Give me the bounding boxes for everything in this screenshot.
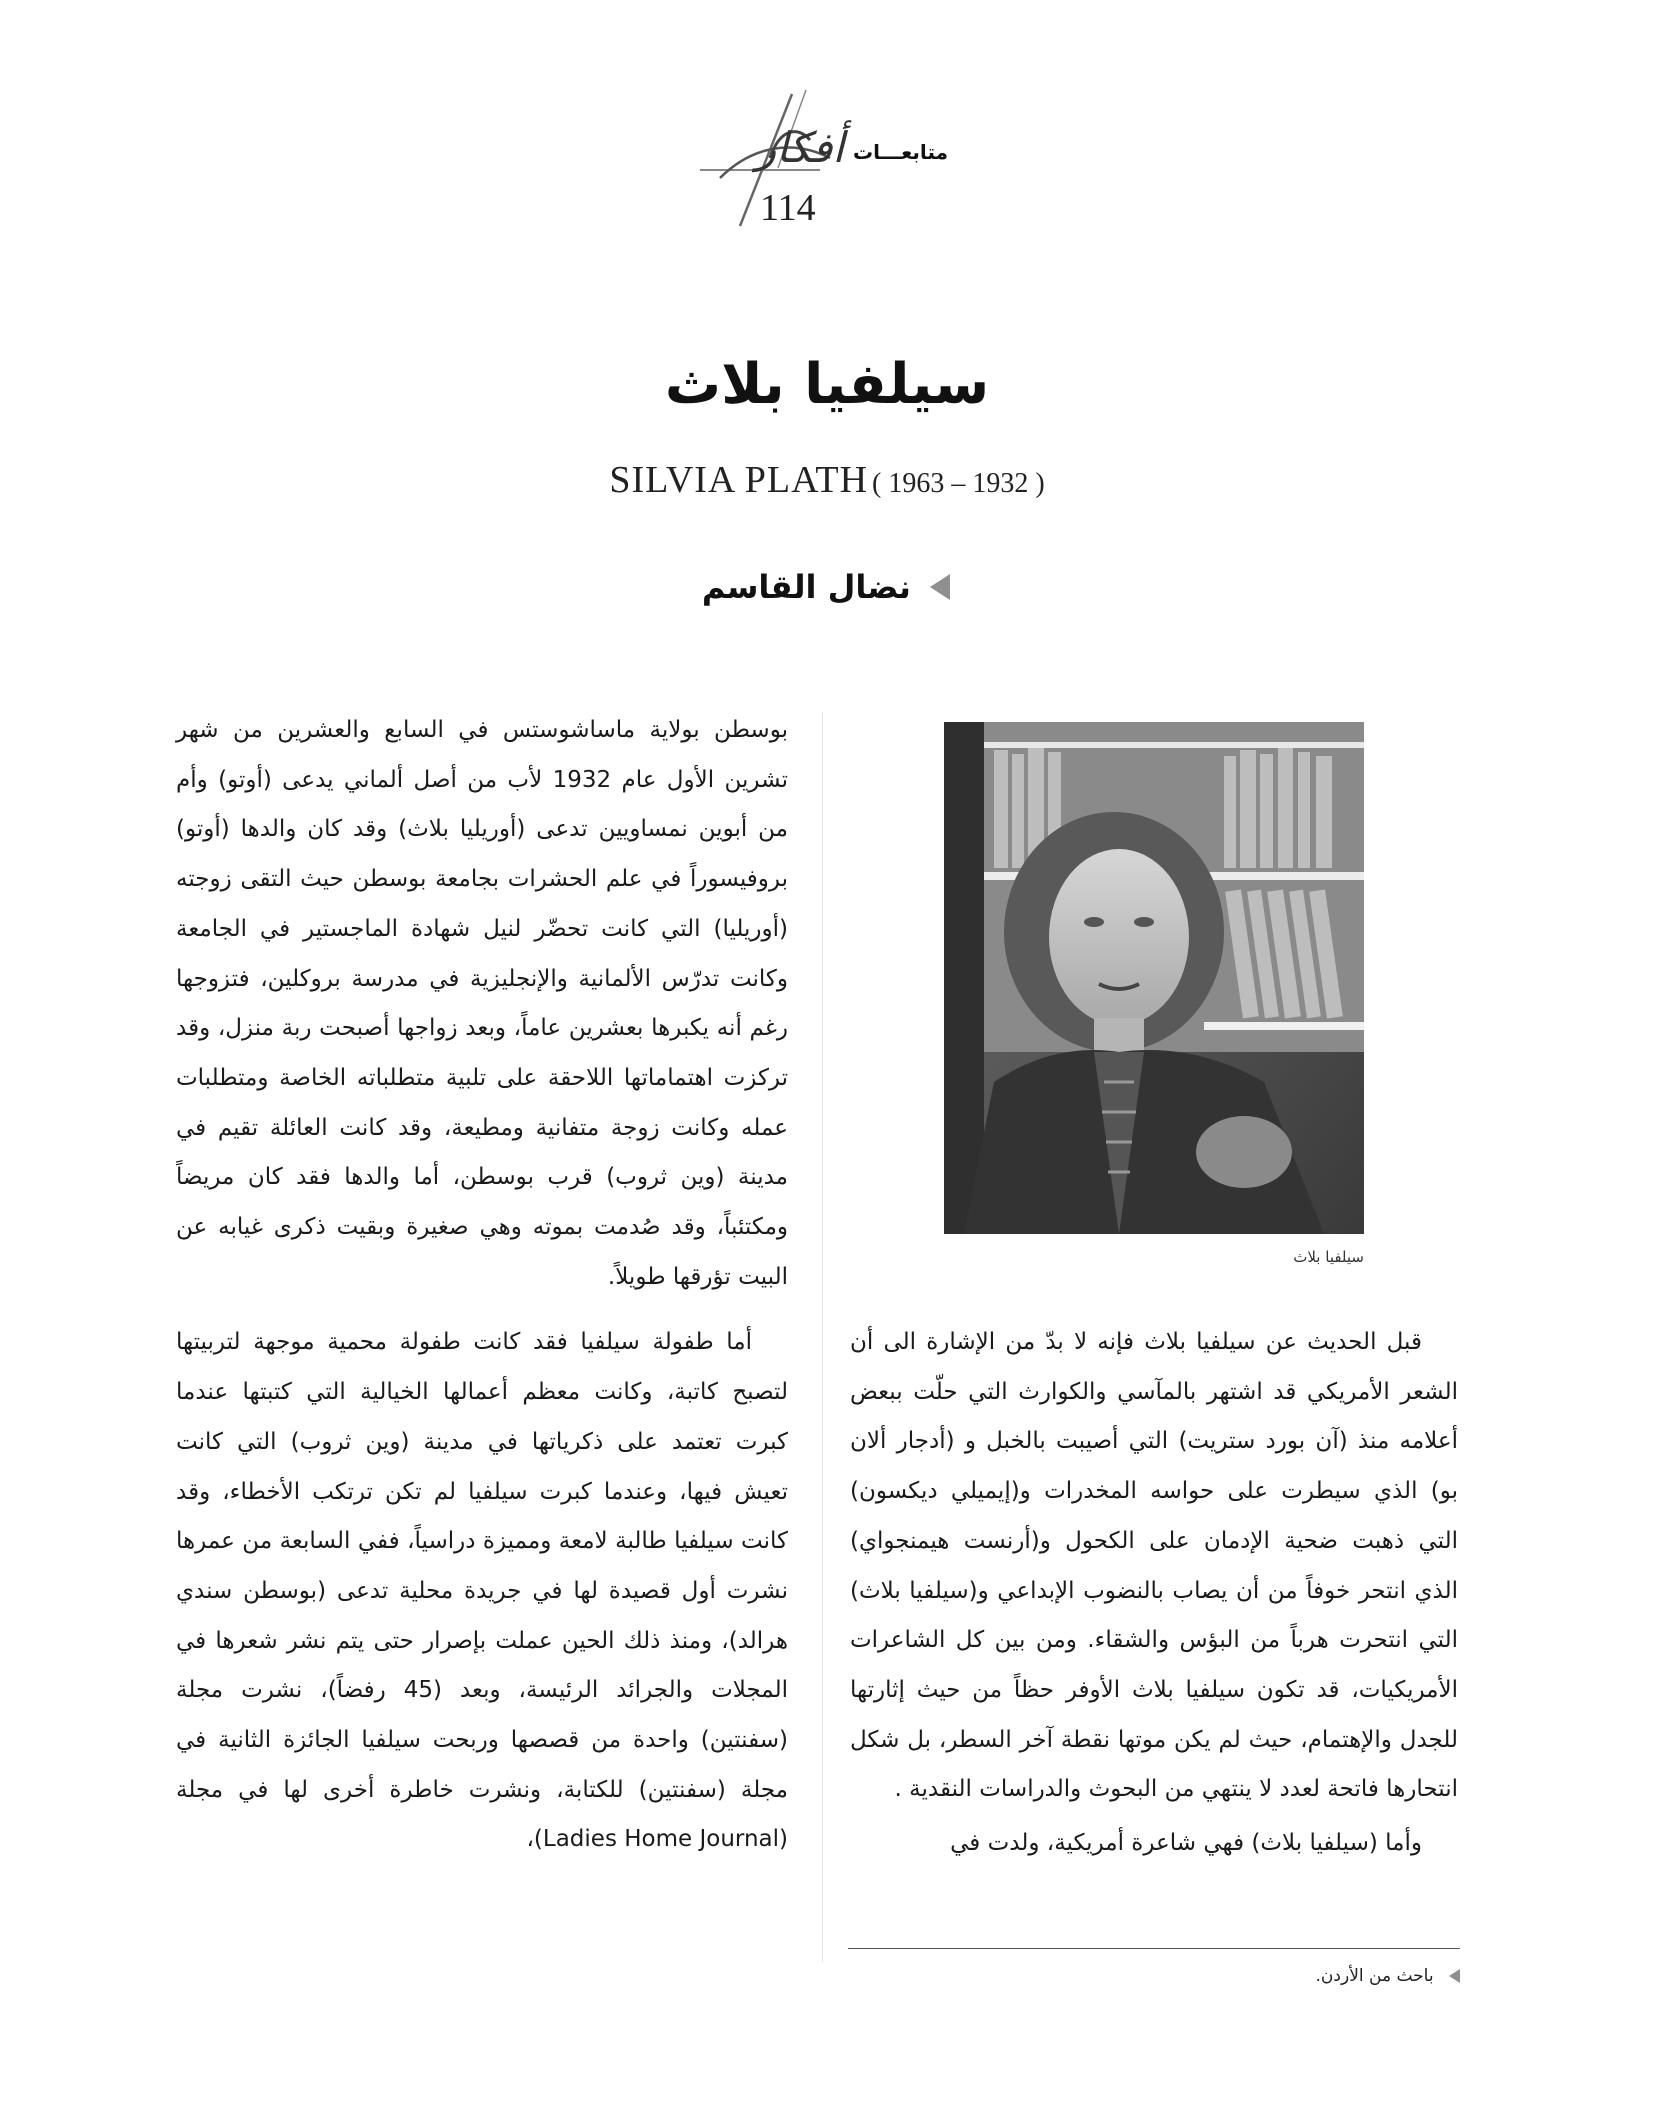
article-title: سيلفيا بلاث [664, 352, 990, 417]
article-subtitle [0, 458, 1654, 502]
left-paragraph-2: أما طفولة سيلفيا فقد كانت طفولة محمية موجهة لتربيتها لتصبح كاتبة، وكانت معظم أعمالها الخيالية التي كتبتها عندما كبرت تعتمد على ذكرياتها في مدينة (وين ثروب) التي كانت تعيش فيها، وعندما كبرت سيلفيا لم تكن ترتكب الأخطاء، وقد كانت سيلفيا طالبة لامعة ومميزة دراسياً، ففي السابعة من عمرها نشرت أول قصيدة لها في جريدة محلية تدعى (بوسطن سندي هرالد)، ومنذ ذلك الحين عملت بإصرار حتى يتم نشر شعرها في المجلات والجرائد الرئيسة، وبعد (45 رفضاً)، نشرت مجلة (سفنتين) واحدة من قصصها وربحت سيلفيا الجائزة الثانية في مجلة (سفنتين) للكتابة، ونشرت خاطرة أخرى لها في مجلة (Ladies Home Journal)، [176, 1329, 788, 1853]
left-paragraph-1: بوسطن بولاية ماساشوستس في السابع والعشرين من شهر تشرين الأول عام 1932 لأب من أصل ألماني يدعى (أوتو) وأم من أبوين نمساويين تدعى (أوريليا بلاث) وقد كان والدها (أوتو) بروفيسوراً في علم الحشرات بجامعة بوسطن حيث التقى زوجته (أوريليا) التي كانت تحضّر لنيل شهادة الماجستير في الجامعة وكانت تدرّس الألمانية والإنجليزية في مدرسة بروكلين، فتزوجها رغم أنه يكبرها بعشرين عاماً، وبعد زواجها أصبحت ربة منزل، وقد تركزت اهتماماتها اللاحقة على تلبية متطلباته الخاصة ومتطلبات عمله وكانت زوجة متفانية ومطيعة، وقد كانت العائلة تقيم في مدينة (وين ثروب) قرب بوسطن، أما والدها فقد كان مريضاً ومكتئباً، وقد صُدمت بموته وهي صغيرة وبقيت ذكرى غيابه عن البيت تؤرقها طويلاً. [176, 717, 788, 1290]
section-label: متابعـــات [853, 140, 948, 164]
footnote-text: باحث من الأردن. [1315, 1966, 1434, 1986]
subtitle-english-name: SILVIA PLATH [609, 459, 869, 501]
logo-wordmark: أفكار [755, 123, 845, 172]
right-paragraph-1: قبل الحديث عن سيلفيا بلاث فإنه لا بدّ من الإشارة الى أن الشعر الأمريكي قد اشتهر بالمآسي والكوارث التي حلّت ببعض أعلامه منذ (آن بورد ستريت) التي أصيبت بالخبل و (أدجار ألان بو) الذي سيطرت على حواسه المخدرات و(إيميلي ديكسون) التي ذهبت ضحية الإدمان على الكحول و(أرنست هيمنجواي) الذي انتحر خوفاً من أن يصاب بالنضوب الإبداعي و(سيلفيا بلاث) التي انتحرت هرباً من البؤس والشقاء. ومن بين كل الشاعرات الأمريكيات، قد تكون سيلفيا بلاث الأوفر حظاً من حيث إثارتها للجدل والإهتمام، حيث لم يكن موتها نقطة آخر السطر، بل شكل انتحارها فاتحة لعدد لا ينتهي من البحوث والدراسات النقدية . [850, 1329, 1458, 1803]
left-column [176, 706, 788, 1865]
author-name: نضال القاسم [701, 568, 911, 606]
footnote-arrow-icon [1449, 1969, 1460, 1983]
footnote [1100, 1966, 1460, 1986]
author-arrow-icon [930, 574, 950, 600]
right-column [850, 1318, 1458, 1869]
right-paragraph-2: وأما (سيلفيا بلاث) فهي شاعرة أمريكية، ولدت في [950, 1830, 1422, 1857]
subtitle-dates: ( 1963 – 1932 ) [872, 468, 1045, 499]
page-number: 114 [760, 187, 816, 229]
column-divider [822, 712, 823, 1962]
footnote-rule [848, 1948, 1460, 1949]
author-line [700, 568, 950, 612]
portrait-photo [944, 722, 1364, 1234]
photo-caption: سيلفيا بلاث [1293, 1248, 1364, 1266]
